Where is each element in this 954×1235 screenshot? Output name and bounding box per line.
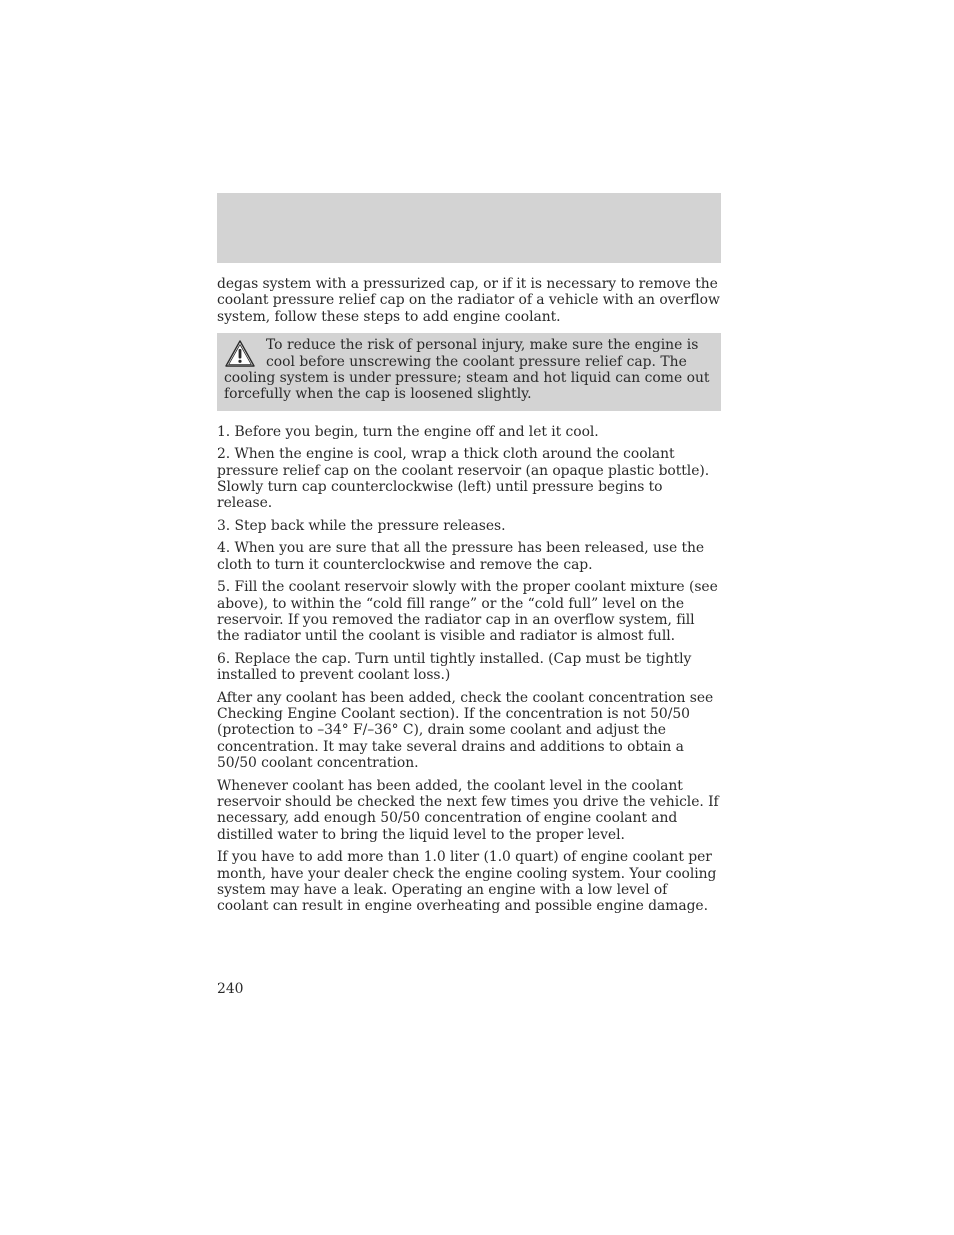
concentration-paragraph: After any coolant has been added, check the coolant concentration see Checking Engine Coolant section). If the concentration is not 50/50 (protection to –34° F/–36° C), drain some coolant and adjust the concentration. It may take several drains and additions to obtain a 50/50 coolant concentration. <box>217 689 714 772</box>
warning-triangle-icon <box>224 339 256 369</box>
page-number: 240 <box>217 981 244 997</box>
step-3: 3. Step back while the pressure releases. <box>217 517 506 534</box>
warning-text: To reduce the risk of personal injury, make sure the engine is cool before unscrewing the coolant pressure relief cap. The cooling system is under pressure; steam and hot liquid can come out forcefully when the cap is loosened slightly. <box>224 337 710 403</box>
step-2: 2. When the engine is cool, wrap a thick cloth around the coolant pressure relief cap on the coolant reservoir (an opaque plastic bottle). Slowly turn cap counterclockwise (left) until pressure begins to release. <box>217 446 710 512</box>
intro-paragraph: degas system with a pressurized cap, or if it is necessary to remove the coolant pressure relief cap on the radiator of a vehicle with an overflow system, follow these steps to add engine coolant. <box>217 276 720 325</box>
section-header-band <box>217 193 721 263</box>
coolant-level-paragraph: Whenever coolant has been added, the coolant level in the coolant reservoir should be checked the next few times you drive the vehicle. If necessary, add enough 50/50 concentration of engine coolant and distilled water to bring the liquid level to the proper level. <box>217 777 719 843</box>
warning-box <box>217 333 721 411</box>
step-1: 1. Before you begin, turn the engine off and let it cool. <box>217 423 599 440</box>
page-content <box>217 276 721 921</box>
step-6: 6. Replace the cap. Turn until tightly installed. (Cap must be tightly installed to prevent coolant loss.) <box>217 650 692 684</box>
step-5: 5. Fill the coolant reservoir slowly with the proper coolant mixture (see above), to within the “cold fill range” or the “cold full” level on the reservoir. If you removed the radiator cap in an overflow system, fill the radiator until the coolant is visible and radiator is almost full. <box>217 579 718 645</box>
step-4: 4. When you are sure that all the pressure has been released, use the cloth to turn it counterclockwise and remove the cap. <box>217 540 705 573</box>
leak-paragraph: If you have to add more than 1.0 liter (1.0 quart) of engine coolant per month, have your dealer check the engine cooling system. Your cooling system may have a leak. Operating an engine with a low level of coolant can result in engine overheating and possible engine damage. <box>217 849 717 915</box>
